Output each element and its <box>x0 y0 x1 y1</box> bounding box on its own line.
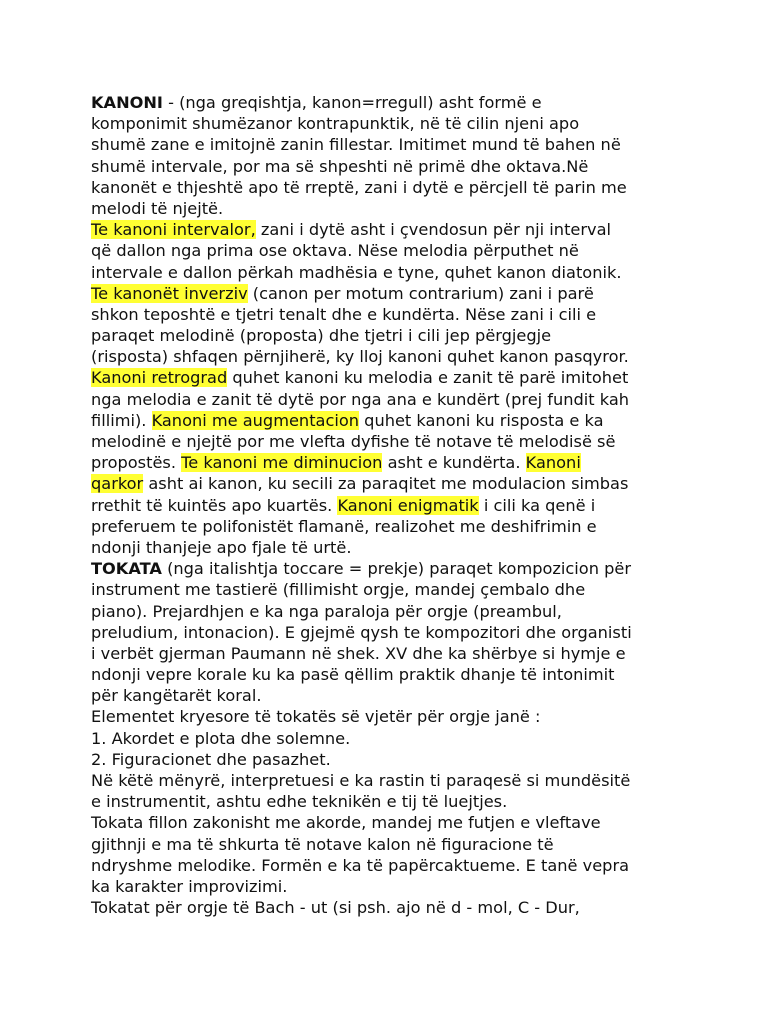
highlight-kanoni-qarkor: Kanoni <box>525 453 581 473</box>
list-item: 2. Figuracionet dhe pasazhet. <box>91 749 331 769</box>
text-line: ndonji vepre korale ku ka pasë qëllim praktik dhanje të intonimit <box>91 665 615 685</box>
text-line: preferuem te polifonistët flamanë, realizohet me deshifrimin e <box>91 516 597 536</box>
text-line: që dallon nga prima ose oktava. Nëse melodia përputhet në <box>91 241 579 261</box>
highlight-enigmatik: Kanoni enigmatik <box>337 495 479 515</box>
text-line: TOKATA (nga italishtja toccare = prekje) paraqet kompozicion për <box>91 559 632 579</box>
highlight-intervalor: Te kanoni intervalor, <box>91 220 256 240</box>
text-line: qarkor asht ai kanon, ku secili za paraqitet me modulacion simbas <box>91 474 629 494</box>
text-line: komponimit shumëzanor kontrapunktik, në të cilin njeni apo <box>91 114 580 134</box>
text-line: i verbët gjerman Paumann në shek. XV dhe ka shërbye si hymje e <box>91 643 626 663</box>
text-line: melodinë e njejtë por me vlefta dyfishe të notave të melodisë së <box>91 432 616 451</box>
text-line: propostës. Te kanoni me diminucion asht e kundërta. Kanoni <box>91 453 581 473</box>
text-line: Kanoni retrograd quhet kanoni ku melodia e zanit të parë imitohet <box>91 368 629 388</box>
text-line: melodi të njejtë. <box>91 198 224 218</box>
section-heading-tokata: TOKATA <box>91 559 162 579</box>
text-line: kanonët e thjeshtë apo të rreptë, zani i dytë e përcjell të parin me <box>91 177 627 197</box>
text-line: gjithnji e ma të shkurta të notave kalon në figuracione të <box>91 834 554 854</box>
text-line: intervale e dallon përkah madhësia e tyne, quhet kanon diatonik. <box>91 262 622 282</box>
document-page <box>91 92 689 918</box>
text-line: Tokata fillon zakonisht me akorde, mandej me futjen e vleftave <box>91 813 601 833</box>
list-item: 1. Akordet e plota dhe solemne. <box>91 728 351 748</box>
text-line: Tokatat për orgje të Bach - ut (si psh. ajo në d - mol, C - Dur, <box>91 898 580 918</box>
highlight-inverziv: Te kanonët inverziv <box>91 283 248 303</box>
text-line: instrument me tastierë (fillimisht orgje, mandej çembalo dhe <box>91 580 586 600</box>
highlight-diminucion: Te kanoni me diminucion <box>181 453 383 473</box>
text-line: ndryshme melodike. Formën e ka të papërcaktueme. E tanë vepra <box>91 855 630 875</box>
text-line: ndonji thanjeje apo fjale të urtë. <box>91 537 352 557</box>
text-line: Në këtë mënyrë, interpretuesi e ka rastin ti paraqesë si mundësitë <box>91 771 631 790</box>
text-line: Elementet kryesore të tokatës së vjetër për orgje janë : <box>91 707 541 727</box>
text-line: Te kanoni intervalor, zani i dytë asht i çvendosun për nji interval <box>91 220 612 240</box>
text-line: ka karakter improvizimi. <box>91 876 288 896</box>
text-line: shumë zane e imitojnë zanin fillestar. Imitimet mund të bahen në <box>91 135 621 155</box>
text-line: shumë intervale, por ma së shpeshti në primë dhe oktava.Në <box>91 156 589 176</box>
section-heading-kanoni: KANONI <box>91 93 163 112</box>
text-line: e instrumentit, ashtu edhe teknikën e tij të luejtjes. <box>91 792 508 812</box>
text-line: shkon teposhtë e tjetri tenalt dhe e kundërta. Nëse zani i cili e <box>91 304 597 324</box>
highlight-augmentacion: Kanoni me augmentacion <box>151 410 360 430</box>
text-line: nga melodia e zanit të dytë por nga ana e kundërt (prej fundit kah <box>91 389 630 409</box>
text-line: (risposta) shfaqen përnjiherë, ky lloj kanoni quhet kanon pasqyror. <box>91 347 629 367</box>
text-line: KANONI - (nga greqishtja, kanon=rregull) asht formë e <box>91 93 542 112</box>
text-line: preludium, intonacion). E gjejmë qysh te kompozitori dhe organisti <box>91 622 632 642</box>
highlight-retrograd: Kanoni retrograd <box>91 368 228 388</box>
text-line: për kangëtarët koral. <box>91 686 262 706</box>
text-line: rrethit të kuintës apo kuartës. Kanoni enigmatik i cili ka qenë i <box>91 495 596 515</box>
highlight-kanoni-qarkor: qarkor <box>91 474 144 494</box>
text-line: paraqet melodinë (proposta) dhe tjetri i cili jep përgjegje <box>91 326 552 346</box>
text-line: piano). Prejardhjen e ka nga paraloja për orgje (preambul, <box>91 601 562 621</box>
text-line: Te kanonët inverziv (canon per motum contrarium) zani i parë <box>91 283 594 303</box>
text-line: fillimi). Kanoni me augmentacion quhet kanoni ku risposta e ka <box>91 410 604 430</box>
